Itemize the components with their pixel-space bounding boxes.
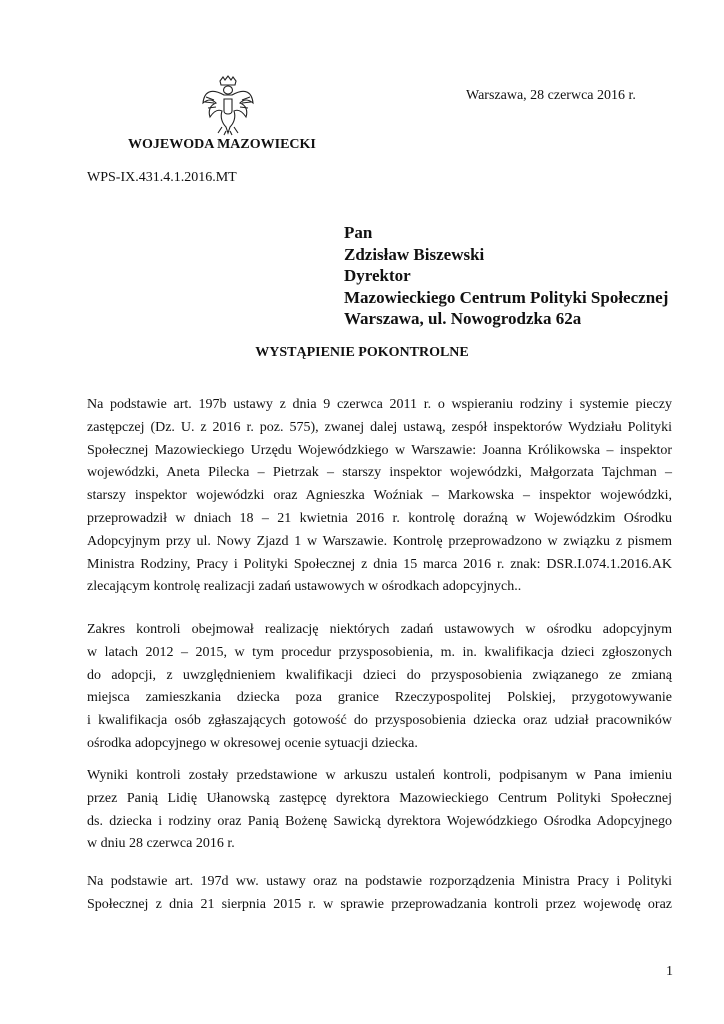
page-number: 1: [666, 964, 673, 979]
text-line: ośrodka adopcyjnego w okresowej ocenie sytuacji dziecka.: [87, 735, 418, 751]
addressee-address: Warszawa, ul. Nowogrodzka 62a: [344, 309, 582, 328]
text-line: miejsca zamieszkania dziecka poza granice Rzeczypospolitej Polskiej, przygotowywanie: [87, 690, 672, 706]
text-line: Społecznej z dnia 21 sierpnia 2015 r. w sprawie przeprowadzania kontroli przez wojewodę oraz: [87, 896, 672, 912]
issuing-office: WOJEWODA MAZOWIECKI: [128, 137, 316, 152]
text-line: w latach 2012 – 2015, w tym procedur przysposobienia, m. in. kwalifikacja dzieci zgłoszonych: [87, 644, 672, 660]
paragraph-scope: [87, 619, 672, 756]
text-line: wojewódzki, Aneta Pilecka – Pietrzak – starszy inspektor wojewódzki, Małgorzata Tajchman –: [87, 465, 672, 481]
text-line: zlecającym kontrolę realizacji zadań ustawowych w ośrodkach adopcyjnych..: [87, 579, 522, 595]
text-line: ds. dziecka i rodziny oraz Panią Bożenę Sawicką dyrektora Wojewódzkiego Ośrodka Adopcyjnego: [87, 813, 672, 829]
text-line: i kwalifikacja osób zgłaszających gotowość do przysposobienia dziecka oraz udział pracowników: [87, 713, 672, 729]
polish-eagle-emblem-icon: [200, 75, 256, 137]
text-line: Wyniki kontroli zostały przedstawione w arkuszu ustaleń kontroli, podpisanym w Pana imieniu: [87, 768, 672, 783]
paragraph-regulation: [87, 871, 672, 917]
text-line: Na podstawie art. 197b ustawy z dnia 9 czerwca 2011 r. o wspieraniu rodziny i systemie pieczy: [87, 397, 672, 412]
text-line: starszy inspektor wojewódzki oraz Agnieszka Woźniak – Markowska – inspektor wojewódzki,: [87, 488, 672, 504]
addressee-block: [344, 222, 668, 330]
text-line: przez Panią Lidię Ułanowską zastępcę dyrektora Mazowieckiego Centrum Polityki Społecznej: [87, 790, 672, 806]
addressee-institution: Mazowieckiego Centrum Polityki Społecznej: [344, 287, 669, 307]
document-title: WYSTĄPIENIE POKONTROLNE: [255, 345, 469, 360]
text-line: Ministra Rodziny, Pracy i Polityki Społecznej z dnia 15 marca 2016 r. znak: DSR.I.074.1.2016.AK: [87, 556, 672, 572]
text-line: Adopcyjnym przy ul. Nowy Zjazd 1 w Warszawie. Kontrolę przeprowadzono w związku z pismem: [87, 533, 672, 549]
reference-number: WPS-IX.431.4.1.2016.MT: [87, 170, 237, 185]
paragraph-results: [87, 765, 672, 856]
text-line: do adopcji, z uwzględnieniem kwalifikacji dzieci do przysposobienia związanego ze zmianą: [87, 667, 672, 683]
addressee-salutation: Pan: [344, 223, 373, 242]
letter-date: Warszawa, 28 czerwca 2016 r.: [466, 88, 636, 103]
paragraph-legal-basis: [87, 394, 672, 599]
addressee-position: Dyrektor: [344, 266, 411, 285]
addressee-name: Zdzisław Biszewski: [344, 244, 485, 264]
text-line: Na podstawie art. 197d ww. ustawy oraz na podstawie rozporządzenia Ministra Pracy i Polityki: [87, 874, 672, 889]
text-line: przeprowadził w dniach 18 – 21 kwietnia 2016 r. kontrolę doraźną w Wojewódzkim Ośrodku: [87, 510, 672, 526]
text-line: w dniu 28 czerwca 2016 r.: [87, 836, 235, 852]
text-line: Zakres kontroli obejmował realizację niektórych zadań ustawowych w ośrodku adopcyjnym: [87, 622, 672, 637]
text-line: zastępczej (Dz. U. z 2016 r. poz. 575), zwanej dalej ustawą, zespół inspektorów Wydziału Polityki: [87, 419, 672, 435]
text-line: Społecznej Mazowieckiego Urzędu Wojewódzkiego w Warszawie: Joanna Królikowska – inspektor: [87, 442, 672, 458]
